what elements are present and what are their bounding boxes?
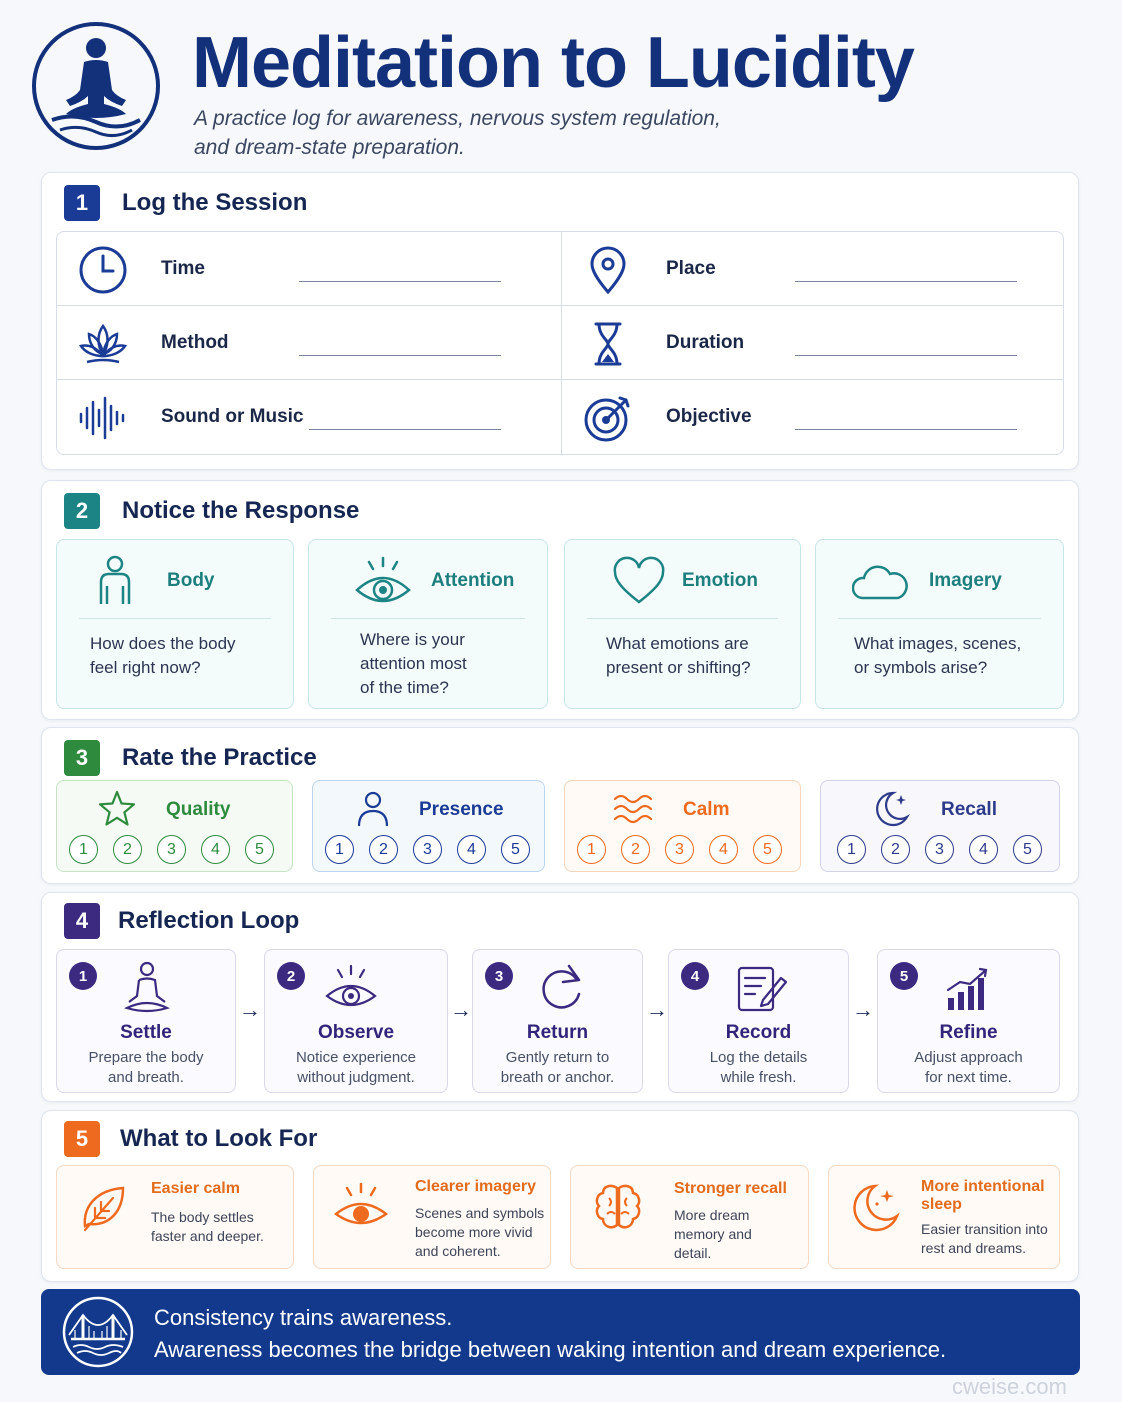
section-number: 4 bbox=[64, 903, 100, 939]
field-objective bbox=[561, 380, 1064, 454]
section-title: What to Look For bbox=[120, 1125, 318, 1152]
rating-title: Recall bbox=[941, 799, 997, 820]
rating-option[interactable]: 1 bbox=[577, 835, 606, 864]
benefit-description bbox=[921, 1220, 1048, 1258]
prompt-line: present or shifting? bbox=[606, 658, 751, 677]
footer-line-1: Consistency trains awareness. bbox=[154, 1305, 453, 1330]
loop-step-refine bbox=[877, 949, 1060, 1093]
cloud-icon bbox=[852, 554, 908, 610]
time-input-line[interactable] bbox=[299, 281, 501, 282]
description-line: memory and bbox=[674, 1226, 752, 1242]
divider bbox=[838, 618, 1041, 619]
title-line: Clearer imagery bbox=[415, 1178, 536, 1195]
description-line: while fresh. bbox=[720, 1069, 797, 1086]
card-title: Body bbox=[167, 570, 215, 591]
card-title: Emotion bbox=[682, 570, 758, 591]
section-header bbox=[64, 185, 307, 221]
sound-input-line[interactable] bbox=[309, 429, 501, 430]
rating-option[interactable]: 2 bbox=[369, 835, 398, 864]
rating-option[interactable]: 2 bbox=[113, 835, 142, 864]
card-prompt bbox=[854, 632, 1021, 680]
rating-option[interactable]: 1 bbox=[837, 835, 866, 864]
description-line: become more vivid bbox=[415, 1224, 533, 1240]
description-line: faster and deeper. bbox=[151, 1228, 264, 1244]
prompt-line: What emotions are bbox=[606, 634, 749, 653]
section-title: Rate the Practice bbox=[122, 744, 317, 771]
loop-step-settle bbox=[56, 949, 236, 1093]
card-title: Imagery bbox=[929, 570, 1002, 591]
step-title: Observe bbox=[317, 1022, 395, 1043]
field-label: Objective bbox=[666, 406, 752, 427]
prompt-line: attention most bbox=[360, 654, 467, 673]
rating-option[interactable]: 5 bbox=[753, 835, 782, 864]
card-prompt bbox=[606, 632, 751, 680]
step-description bbox=[669, 1048, 848, 1088]
arrow-icon: → bbox=[646, 997, 668, 1022]
step-title: Settle bbox=[120, 1022, 172, 1043]
sound-wave-icon bbox=[77, 392, 129, 444]
card-prompt bbox=[90, 632, 236, 680]
field-label: Duration bbox=[666, 332, 745, 353]
section-title: Log the Session bbox=[122, 189, 308, 216]
description-line: Log the details bbox=[709, 1049, 808, 1066]
response-card-emotion bbox=[564, 539, 801, 709]
look-for-easier-calm bbox=[56, 1165, 294, 1269]
field-duration bbox=[561, 306, 1064, 380]
field-label: Time bbox=[161, 258, 206, 279]
section-what-to-look-for bbox=[41, 1110, 1079, 1282]
footer-banner bbox=[41, 1289, 1080, 1375]
rating-title: Calm bbox=[683, 799, 730, 820]
section-rate-practice bbox=[41, 727, 1079, 884]
rating-option[interactable]: 5 bbox=[501, 835, 530, 864]
prompt-line: Where is your bbox=[360, 630, 465, 649]
arrow-icon: → bbox=[239, 997, 261, 1022]
bridge-icon bbox=[61, 1295, 135, 1369]
step-description bbox=[878, 1048, 1059, 1088]
loop-step-record bbox=[668, 949, 849, 1093]
rating-scale bbox=[69, 835, 274, 864]
moon-star-icon bbox=[871, 789, 911, 829]
benefit-description bbox=[674, 1206, 752, 1263]
description-line: rest and dreams. bbox=[921, 1240, 1027, 1256]
field-place bbox=[561, 232, 1064, 306]
rating-option[interactable]: 1 bbox=[69, 835, 98, 864]
rating-option[interactable]: 3 bbox=[925, 835, 954, 864]
rating-scale bbox=[837, 835, 1042, 864]
person-icon bbox=[353, 789, 393, 829]
description-line: Adjust approach bbox=[914, 1049, 1023, 1066]
step-title: Refine bbox=[939, 1022, 998, 1043]
eye-icon bbox=[334, 1180, 388, 1234]
rating-scale bbox=[577, 835, 782, 864]
refresh-icon bbox=[533, 960, 589, 1016]
rating-option[interactable]: 3 bbox=[157, 835, 186, 864]
footer-line-2: Awareness becomes the bridge between waking intention and dream experience. bbox=[154, 1337, 947, 1362]
rising-bars-icon bbox=[940, 960, 996, 1016]
prompt-line: What images, scenes, bbox=[854, 634, 1022, 653]
section-notice-response bbox=[41, 480, 1079, 720]
field-sound bbox=[57, 380, 561, 454]
description-line: More dream bbox=[674, 1207, 750, 1223]
title-line: Easier calm bbox=[151, 1180, 240, 1197]
loop-step-return bbox=[472, 949, 643, 1093]
clock-icon bbox=[77, 244, 129, 296]
method-input-line[interactable] bbox=[299, 355, 501, 356]
notepad-pencil-icon bbox=[733, 960, 789, 1016]
session-fields-grid bbox=[56, 231, 1064, 455]
eye-icon bbox=[355, 554, 411, 610]
map-pin-icon bbox=[582, 244, 634, 296]
title-line: sleep bbox=[921, 1196, 962, 1213]
loop-step-observe bbox=[264, 949, 448, 1093]
rating-option[interactable]: 4 bbox=[969, 835, 998, 864]
step-title: Return bbox=[526, 1022, 589, 1043]
look-for-intentional-sleep bbox=[828, 1165, 1060, 1269]
description-line: breath or anchor. bbox=[500, 1069, 615, 1086]
rating-option[interactable]: 3 bbox=[665, 835, 694, 864]
rating-option[interactable]: 2 bbox=[621, 835, 650, 864]
section-number: 5 bbox=[64, 1121, 100, 1157]
prompt-line: How does the body bbox=[90, 634, 236, 653]
rating-option[interactable]: 3 bbox=[413, 835, 442, 864]
step-description bbox=[473, 1048, 642, 1088]
moon-star-icon bbox=[849, 1180, 903, 1234]
rating-title: Quality bbox=[166, 799, 231, 820]
section-header bbox=[64, 740, 317, 776]
subtitle-line-1: A practice log for awareness, nervous system regulation, bbox=[194, 107, 721, 130]
benefit-description bbox=[415, 1204, 544, 1261]
rating-card-quality bbox=[56, 780, 293, 872]
page-header bbox=[0, 0, 1122, 172]
description-line: and coherent. bbox=[415, 1243, 501, 1259]
rating-card-recall bbox=[820, 780, 1060, 872]
field-label: Sound or Music bbox=[161, 406, 304, 427]
section-number: 2 bbox=[64, 493, 100, 529]
title-line: Stronger recall bbox=[674, 1180, 787, 1197]
description-line: The body settles bbox=[151, 1209, 254, 1225]
card-prompt bbox=[360, 628, 467, 700]
waves-icon bbox=[609, 789, 657, 829]
section-reflection-loop bbox=[41, 892, 1079, 1102]
target-icon bbox=[582, 392, 634, 444]
rating-title: Presence bbox=[419, 799, 504, 820]
benefit-description bbox=[151, 1208, 264, 1246]
hourglass-icon bbox=[582, 318, 634, 370]
divider bbox=[331, 618, 525, 619]
leaf-icon bbox=[77, 1180, 131, 1234]
rating-option[interactable]: 4 bbox=[457, 835, 486, 864]
section-number: 3 bbox=[64, 740, 100, 776]
description-line: and breath. bbox=[108, 1069, 184, 1086]
response-card-body bbox=[56, 539, 294, 709]
description-line: Scenes and symbols bbox=[415, 1205, 545, 1221]
description-line: Gently return to bbox=[505, 1049, 610, 1066]
duration-input-line[interactable] bbox=[795, 355, 1017, 356]
objective-input-line[interactable] bbox=[795, 429, 1017, 430]
prompt-line: feel right now? bbox=[90, 658, 201, 677]
meditating-person-icon bbox=[30, 20, 162, 152]
prompt-line: or symbols arise? bbox=[854, 658, 988, 677]
section-title: Reflection Loop bbox=[118, 907, 300, 934]
brain-icon bbox=[591, 1180, 645, 1234]
field-method bbox=[57, 306, 561, 380]
step-number: 4 bbox=[681, 962, 709, 990]
card-title: Attention bbox=[431, 570, 515, 591]
arrow-icon: → bbox=[450, 997, 472, 1022]
description-line: Notice experience bbox=[295, 1049, 417, 1066]
response-card-imagery bbox=[815, 539, 1064, 709]
step-number: 1 bbox=[69, 962, 97, 990]
prompt-line: of the time? bbox=[360, 678, 449, 697]
subtitle-line-2: and dream-state preparation. bbox=[194, 136, 465, 159]
description-line: detail. bbox=[674, 1245, 712, 1261]
field-time bbox=[57, 232, 561, 306]
arrow-icon: → bbox=[852, 997, 874, 1022]
page-title: Meditation to Lucidity bbox=[192, 23, 914, 103]
look-for-stronger-recall bbox=[570, 1165, 809, 1269]
response-card-attention bbox=[308, 539, 548, 709]
rating-option[interactable]: 4 bbox=[709, 835, 738, 864]
step-number: 2 bbox=[277, 962, 305, 990]
description-line: Easier transition into bbox=[921, 1221, 1048, 1237]
section-log-session bbox=[41, 172, 1079, 470]
heart-icon bbox=[611, 554, 667, 610]
benefit-title bbox=[674, 1180, 787, 1198]
page-subtitle bbox=[194, 104, 794, 162]
look-for-clearer-imagery bbox=[313, 1165, 551, 1269]
section-number: 1 bbox=[64, 185, 100, 221]
divider bbox=[79, 618, 271, 619]
description-line: without judgment. bbox=[297, 1069, 415, 1086]
eye-icon bbox=[323, 960, 379, 1016]
rating-scale bbox=[325, 835, 530, 864]
watermark: cweise.com bbox=[952, 1374, 1067, 1399]
section-header bbox=[64, 493, 359, 529]
rating-card-calm bbox=[564, 780, 801, 872]
title-line: More intentional bbox=[921, 1178, 1045, 1195]
person-outline-icon bbox=[87, 554, 143, 610]
step-description bbox=[57, 1048, 235, 1088]
divider bbox=[587, 618, 778, 619]
benefit-title bbox=[921, 1178, 1045, 1214]
field-label: Place bbox=[666, 258, 716, 279]
step-description bbox=[265, 1048, 447, 1088]
step-number: 3 bbox=[485, 962, 513, 990]
meditating-person-icon bbox=[119, 960, 175, 1016]
rating-option[interactable]: 5 bbox=[1013, 835, 1042, 864]
benefit-title bbox=[151, 1180, 240, 1198]
lotus-icon bbox=[77, 318, 129, 370]
section-header bbox=[64, 1121, 317, 1157]
step-title: Record bbox=[725, 1022, 792, 1043]
rating-option[interactable]: 4 bbox=[201, 835, 230, 864]
rating-option[interactable]: 2 bbox=[881, 835, 910, 864]
section-title: Notice the Response bbox=[122, 497, 360, 524]
description-line: Prepare the body bbox=[88, 1049, 204, 1066]
rating-card-presence bbox=[312, 780, 545, 872]
place-input-line[interactable] bbox=[795, 281, 1017, 282]
section-header bbox=[64, 903, 299, 939]
rating-option[interactable]: 5 bbox=[245, 835, 274, 864]
benefit-title bbox=[415, 1178, 536, 1196]
step-number: 5 bbox=[890, 962, 918, 990]
field-label: Method bbox=[161, 332, 229, 353]
rating-option[interactable]: 1 bbox=[325, 835, 354, 864]
description-line: for next time. bbox=[925, 1069, 1012, 1086]
star-icon bbox=[97, 789, 137, 829]
